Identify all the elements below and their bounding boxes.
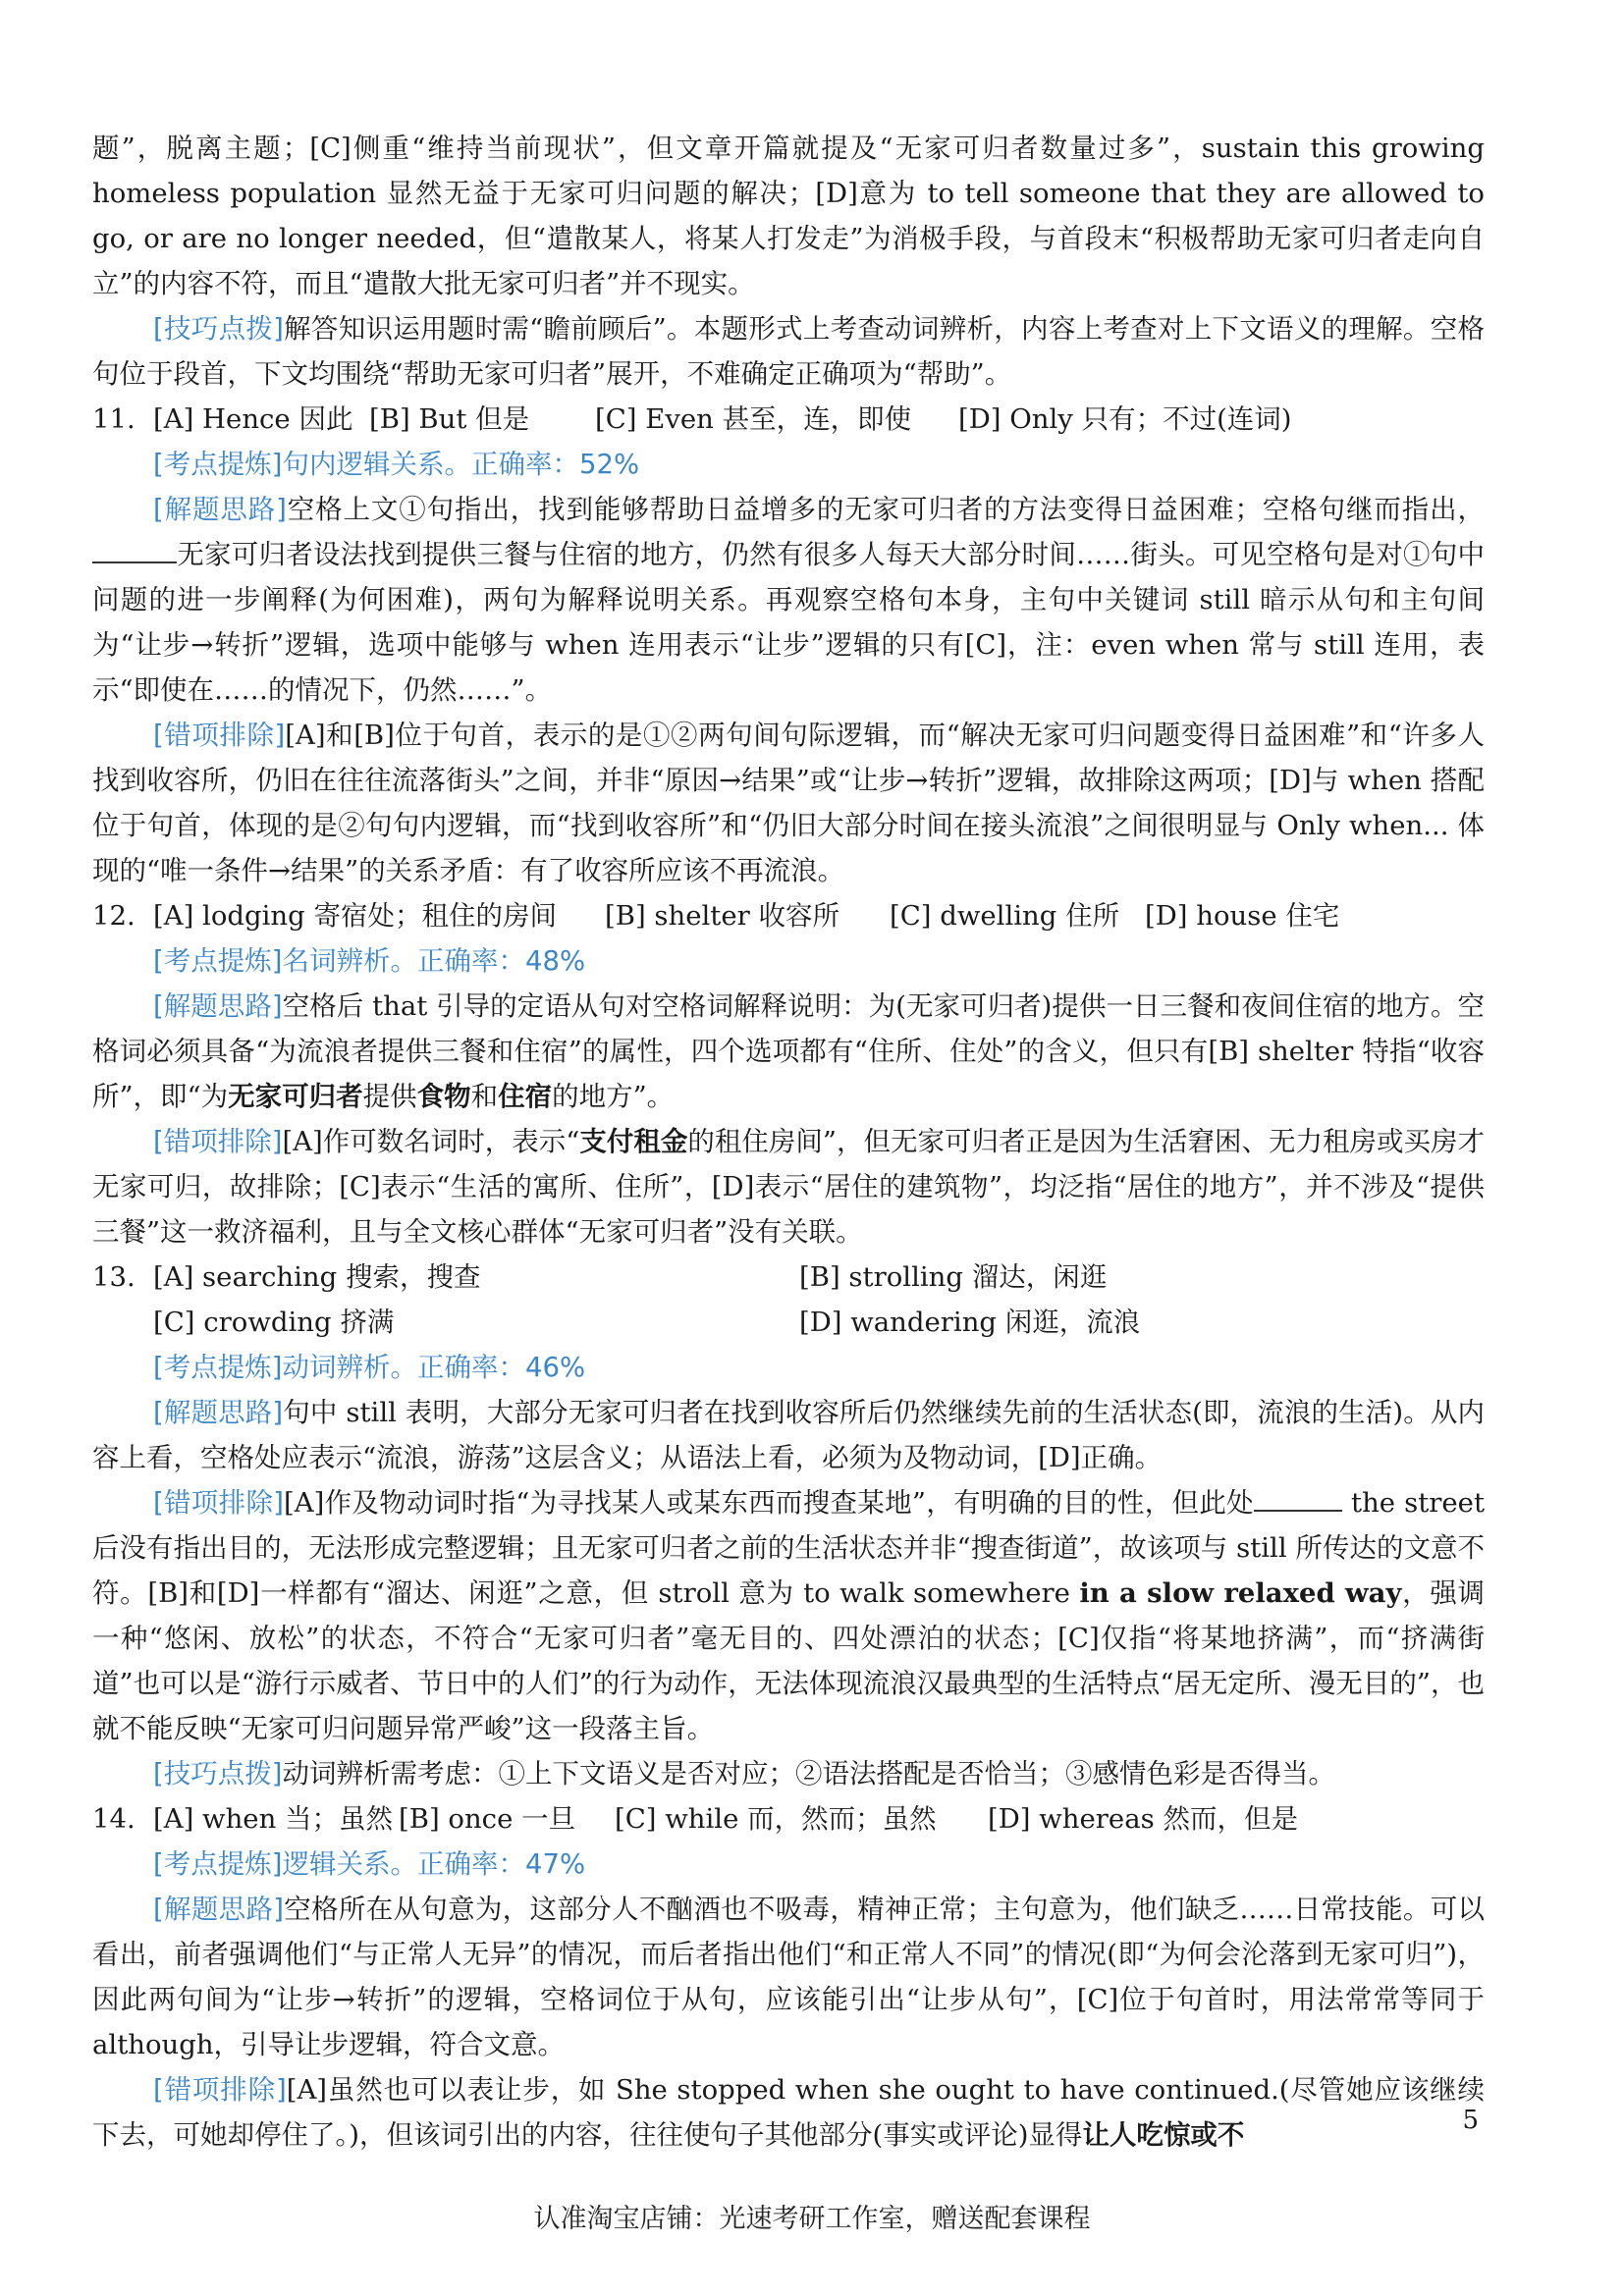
elimination-label: [错项排除] xyxy=(153,720,286,751)
option-a: [A] Hence 因此 xyxy=(153,403,353,435)
q13-approach xyxy=(92,1390,1485,1480)
approach-text-2: 无家可归者设法找到提供三餐与住宿的地方，仍然有很多人每天大部分时间……街头。可见空格句是对①句中问题的进一步阐释(为何困难)，两句为解释说明关系。再观察空格句本身，主句中关键词 still 暗示从句和主句间为“让步→转折”逻辑，选项中能够与 when 连用表示“让步”逻辑的只有[C]，注：even when 常与 still 连用，表示“即使在……的情况下，仍然……”。 xyxy=(92,539,1485,706)
keypoint-label: [考点提炼] xyxy=(153,1848,283,1880)
tip-text: 解答知识运用题时需“瞻前顾后”。本题形式上考查动词辨析，内容上考查对上下文语义的理解。空格句位于段首，下文均围绕“帮助无家可归者”展开，不难确定正确项为“帮助”。 xyxy=(92,313,1485,390)
option-b: [B] strolling 溜达，闲逛 xyxy=(799,1261,1108,1293)
q11-approach xyxy=(92,487,1485,713)
bold-text: 让人吃惊或不 xyxy=(1082,2119,1245,2151)
elimination-text: [A]虽然也可以表让步，如 She stopped when she ought to have continued.(尽管她应该继续下去，可她却停住了。)，但该词引出的内容，往往使句子其他部分(事实或评论)显得 xyxy=(92,2074,1485,2151)
approach-label: [解题思路] xyxy=(153,990,283,1022)
q11-keypoint xyxy=(92,442,1485,487)
question-number: 13. xyxy=(92,1261,135,1293)
q13-options xyxy=(92,1255,1485,1345)
q13-elimination xyxy=(92,1480,1485,1751)
answer-blank xyxy=(92,538,177,563)
approach-text-mid: 和 xyxy=(470,1081,499,1112)
bold-text: 食物 xyxy=(416,1081,471,1112)
option-a: [A] when 当；虽然 xyxy=(153,1803,394,1835)
q12-elimination xyxy=(92,1119,1485,1255)
keypoint-label: [考点提炼] xyxy=(153,945,283,977)
elimination-label: [错项排除] xyxy=(153,1126,283,1157)
q14-elimination xyxy=(92,2067,1485,2158)
tip-text: 动词辨析需考虑：①上下文语义是否对应；②语法搭配是否恰当；③感情色彩是否得当。 xyxy=(282,1758,1335,1789)
page-number: 5 xyxy=(1462,2106,1479,2135)
approach-label: [解题思路] xyxy=(153,494,287,525)
q14-keypoint xyxy=(92,1842,1485,1887)
option-a: [A] searching 搜索，搜查 xyxy=(153,1261,481,1293)
bold-text: 住宿 xyxy=(498,1081,553,1112)
approach-text: 空格后 that 引导的定语从句对空格词解释说明：为(无家可归者)提供一日三餐和夜间住宿的地方。空格词必须具备“为流浪者提供三餐和住宿”的属性，四个选项都有“住所、住处”的含义，但只有[B] shelter 特指“收容所”，即“为 xyxy=(92,990,1485,1112)
question-number: 14. xyxy=(92,1803,135,1835)
elimination-text: [A]作可数名词时，表示“ xyxy=(282,1126,580,1157)
page-content xyxy=(92,126,1485,2158)
q11-elimination xyxy=(92,713,1485,893)
keypoint-text: 动词辨析。正确率：46% xyxy=(282,1352,586,1383)
option-c: [C] crowding 挤满 xyxy=(153,1307,395,1338)
elimination-text: [A]和[B]位于句首，表示的是①②两句间句际逻辑，而“解决无家可归问题变得日益困难”和“许多人找到收容所，仍旧在往往流落街头”之间，并非“原因→结果”或“让步→转折”逻辑，故排除这两项；[D]与 when 搭配位于句首，体现的是②句句内逻辑，而“找到收容所”和“仍旧大部分时间在接头流浪”之间很明显与 Only when... 体现的“唯一条件→结果”的关系矛盾：有了收容所应该不再流浪。 xyxy=(92,720,1485,886)
option-c: [C] while 而，然而；虽然 xyxy=(615,1803,937,1835)
q14-approach xyxy=(92,1887,1485,2067)
question-number: 11. xyxy=(92,403,135,435)
option-d: [D] whereas 然而，但是 xyxy=(988,1803,1298,1835)
approach-text: 句中 still 表明，大部分无家可归者在找到收容所后仍然继续先前的生活状态(即，流浪的生活)。从内容上看，空格处应表示“流浪，游荡”这层含义；从语法上看，必须为及物动词，[D]正确。 xyxy=(92,1397,1485,1473)
keypoint-text: 逻辑关系。正确率：47% xyxy=(282,1848,586,1880)
elimination-label: [错项排除] xyxy=(153,2074,287,2106)
option-d: [D] Only 只有；不过(连词) xyxy=(958,403,1292,435)
answer-blank xyxy=(1254,1486,1342,1512)
option-d: [D] wandering 闲逛，流浪 xyxy=(799,1307,1141,1338)
q14-options xyxy=(92,1796,1485,1842)
footer-watermark: 认准淘宝店铺：光速考研工作室，赠送配套课程 xyxy=(533,2204,1091,2234)
q10-tip xyxy=(92,306,1485,397)
q13-tip xyxy=(92,1751,1485,1796)
keypoint-text: 句内逻辑关系。正确率：52% xyxy=(282,449,640,480)
option-a: [A] lodging 寄宿处；租住的房间 xyxy=(153,900,557,932)
tip-label: [技巧点拨] xyxy=(153,313,284,345)
approach-label: [解题思路] xyxy=(153,1397,284,1428)
q12-keypoint xyxy=(92,938,1485,984)
bold-text: in a slow relaxed way xyxy=(1079,1577,1402,1609)
elimination-text-2: the street 后没有指出目的，无法形成完整逻辑；且无家可归者之前的生活状态并非“搜查街道”，故该项与 still 所传达的文意不符。[B]和[D]一样都有“溜达、闲逛”之意，但 stroll 意为 to walk somewhere xyxy=(92,1487,1486,1609)
bold-text: 无家可归者 xyxy=(228,1081,363,1112)
q11-options xyxy=(92,397,1485,442)
approach-text-end: 的地方”。 xyxy=(552,1081,675,1112)
q13-keypoint xyxy=(92,1345,1485,1390)
option-b: [B] shelter 收容所 xyxy=(605,900,840,932)
keypoint-label: [考点提炼] xyxy=(153,1352,283,1383)
tip-label: [技巧点拨] xyxy=(153,1758,283,1789)
q12-options xyxy=(92,893,1485,938)
keypoint-label: [考点提炼] xyxy=(153,449,283,480)
approach-label: [解题思路] xyxy=(153,1894,284,1925)
approach-text-mid: 提供 xyxy=(362,1081,417,1112)
keypoint-text: 名词辨析。正确率：48% xyxy=(282,945,586,977)
approach-text: 空格上文①句指出，找到能够帮助日益增多的无家可归者的方法变得日益困难；空格句继而指出， xyxy=(286,494,1485,525)
approach-text: 空格所在从句意为，这部分人不酗酒也不吸毒，精神正常；主句意为，他们缺乏……日常技能。可以看出，前者强调他们“与正常人无异”的情况，而后者指出他们“和正常人不同”的情况(即“为何会沦落到无家可归”)，因此两句间为“让步→转折”的逻辑，空格词位于从句，应该能引出“让步从句”，[C]位于句首时，用法常常等同于 although，引导让步逻辑，符合文意。 xyxy=(92,1894,1485,2060)
paragraph-q10-continued: 题”，脱离主题；[C]侧重“维持当前现状”，但文章开篇就提及“无家可归者数量过多”，sustain this growing homeless population 显然无益于无家可归问题的解决；[D]意为 to tell someone that they are allowed to go, or are no longer needed，但“遣散某人，将某人打发走”为消极手段，与首段末“积极帮助无家可归者走向自立”的内容不符，而且“遣散大批无家可归者”并不现实。 xyxy=(92,133,1485,299)
option-d: [D] house 住宅 xyxy=(1145,900,1340,932)
q12-approach xyxy=(92,984,1485,1119)
option-b: [B] once 一旦 xyxy=(399,1803,576,1835)
option-c: [C] Even 甚至，连，即使 xyxy=(595,403,912,435)
question-number: 12. xyxy=(92,900,135,932)
elimination-text-3: ，强调一种“悠闲、放松”的状态，不符合“无家可归者”毫无目的、四处漂泊的状态；[C]仅指“将某地挤满”，而“挤满街道”也可以是“游行示威者、节日中的人们”的行为动作，无法体现流浪汉最典型的生活特点“居无定所、漫无目的”，也就不能反映“无家可归问题异常严峻”这一段落主旨。 xyxy=(92,1577,1486,1744)
elimination-text-2: 的租住房间”，但无家可归者正是因为生活窘困、无力租房或买房才无家可归，故排除；[C]表示“生活的寓所、住所”，[D]表示“居住的建筑物”，均泛指“居住的地方”，并不涉及“提供三餐”这一救济福利，且与全文核心群体“无家可归者”没有关联。 xyxy=(92,1126,1485,1248)
elimination-label: [错项排除] xyxy=(153,1487,284,1519)
bold-text: 支付租金 xyxy=(579,1126,688,1157)
elimination-text: [A]作及物动词时指“为寻找某人或某东西而搜查某地”，有明确的目的性，但此处 xyxy=(284,1487,1254,1519)
option-b: [B] But 但是 xyxy=(369,403,530,435)
option-c: [C] dwelling 住所 xyxy=(890,900,1120,932)
